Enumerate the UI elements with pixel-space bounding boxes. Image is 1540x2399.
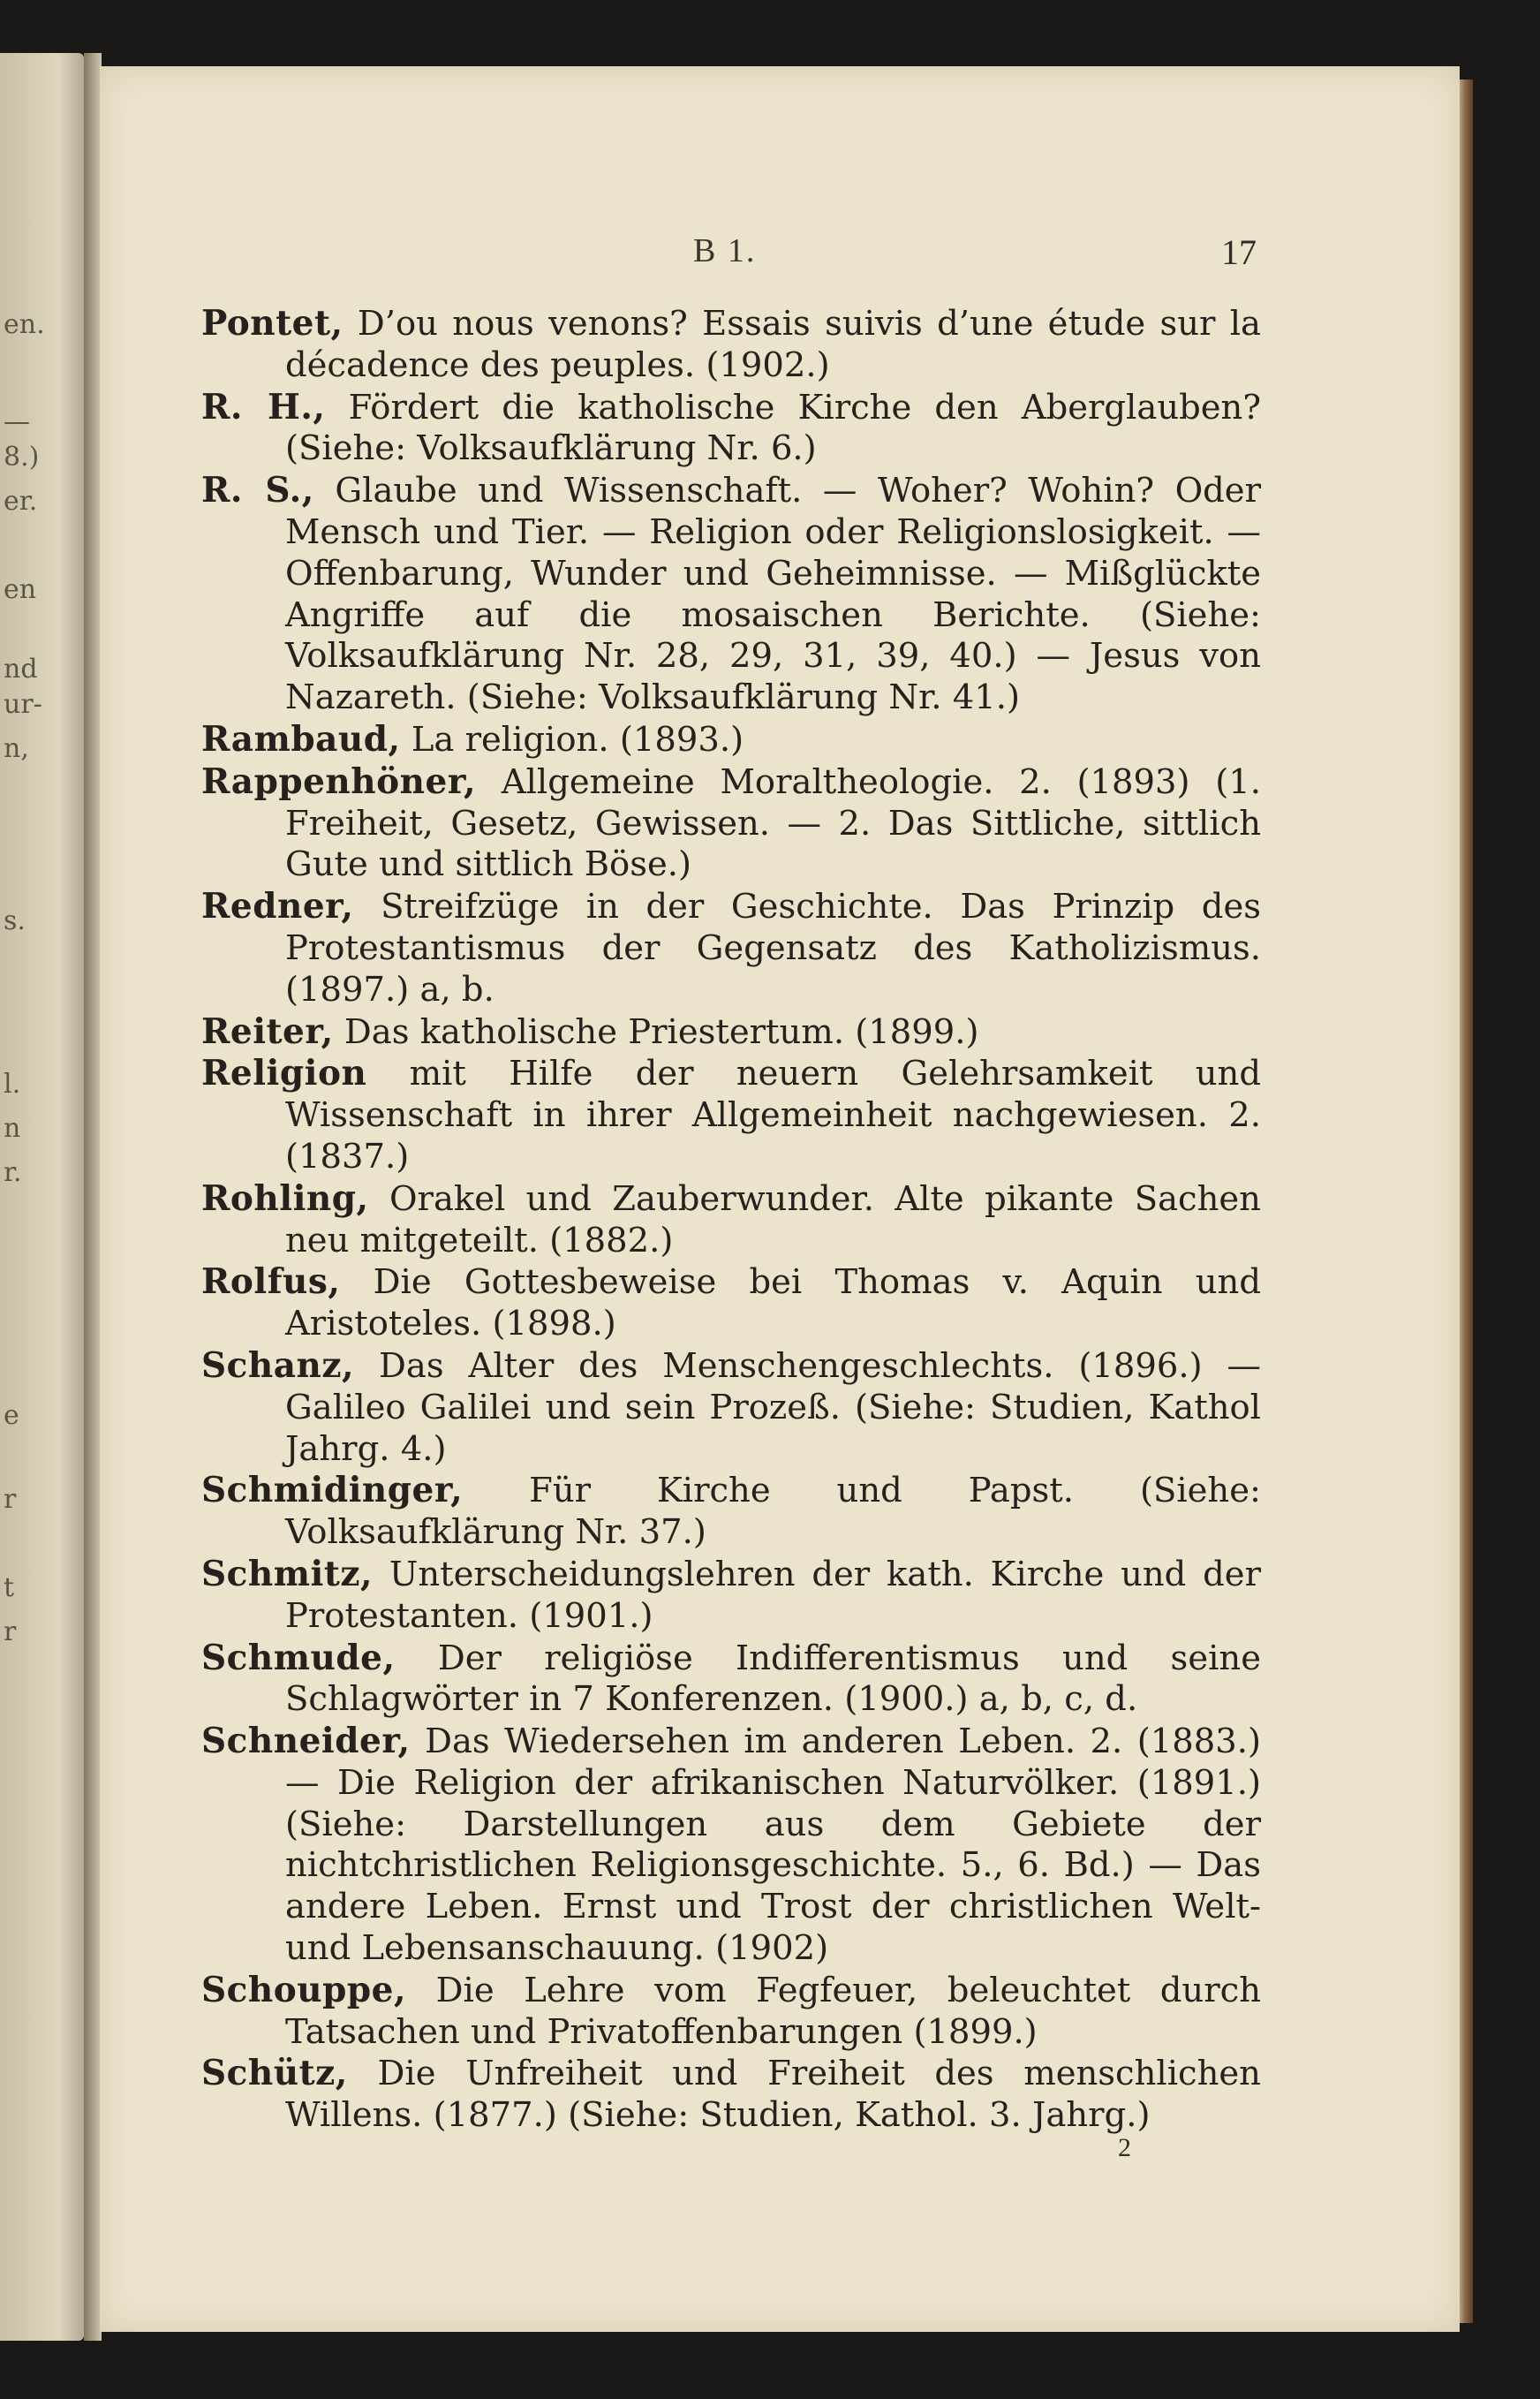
left-page-fragment: nd: [4, 654, 38, 685]
entry-text: Die Lehre vom Fegfeuer, beleuchtet durch Tatsachen und Privatoffenbarungen (1899.): [285, 1970, 1261, 2052]
entry-text: Fördert die katholische Kirche den Aberglauben? (Siehe: Volksaufklärung Nr. 6.): [285, 387, 1261, 469]
book-gutter: [84, 53, 102, 2341]
left-page-fragment: er.: [4, 486, 38, 517]
entry-text: Das Wiedersehen im anderen Leben. 2. (1883.) — Die Religion der afrikanischen Naturvölker. (1891.) (Siehe: Darstellungen aus dem Gebiete der nichtchristlichen Religionsgeschichte. 5., 6. Bd.) — Das andere Leben. Ernst und Trost der christlichen Welt- und Lebensanschauung. (1902): [285, 1722, 1261, 1969]
entry-name: Reiter,: [201, 1010, 334, 1052]
entry-text: Für Kirche und Papst. (Siehe: Volksaufklärung Nr. 37.): [285, 1471, 1261, 1553]
entry-text: Allgemeine Moraltheologie. 2. (1893) (1. Freiheit, Gesetz, Gewissen. — 2. Das Sittliche, sittlich Gute und sittlich Böse.): [285, 761, 1261, 885]
entry-text: D’ou nous venons? Essais suivis d’une étude sur la décadence des peuples. (1902.): [285, 304, 1261, 385]
page-number: 17: [1221, 232, 1257, 272]
left-page-fragment: r: [4, 1616, 17, 1647]
entry-text: Die Unfreiheit und Freiheit des menschlichen Willens. (1877.) (Siehe: Studien, Kathol. 3. Jahrg.): [285, 2054, 1261, 2136]
left-page-fragment: r: [4, 1484, 17, 1515]
entry-text: Das Alter des Menschengeschlechts. (1896.) — Galileo Galilei und sein Prozeß. (Siehe: Studien, Kathol Jahrg. 4.): [285, 1345, 1261, 1469]
bibliography-entry: [201, 1178, 1261, 1262]
bibliography-entry: [201, 1345, 1261, 1470]
bibliography-entry: [201, 761, 1261, 886]
bibliography-entry: [201, 1053, 1261, 1177]
entry-text: Die Gottesbeweise bei Thomas v. Aquin und Aristoteles. (1898.): [285, 1262, 1261, 1344]
entry-text: Orakel und Zauberwunder. Alte pikante Sachen neu mitgeteilt. (1882.): [285, 1178, 1261, 1260]
bibliography-entry: [201, 470, 1261, 719]
bibliography-entry: [201, 1721, 1261, 1970]
left-page-fragment: en: [4, 574, 37, 605]
signature-mark: B 1.: [693, 232, 757, 269]
left-page-fragment: ur-: [4, 689, 42, 720]
entry-name: Rambaud,: [201, 718, 401, 760]
left-page-fragment: s.: [4, 905, 26, 936]
entry-name: R. S.,: [201, 470, 314, 511]
entry-name: Schouppe,: [201, 1969, 407, 2010]
entry-name: Rolfus,: [201, 1261, 341, 1303]
bibliography-entry: [201, 1470, 1261, 1554]
entry-text: Streifzüge in der Geschichte. Das Prinzip des Protestantismus der Gegensatz des Katholizismus. (1897.) a, b.: [285, 887, 1261, 1010]
entry-name: Rohling,: [201, 1177, 369, 1219]
entry-name: Rappenhöner,: [201, 761, 477, 802]
bibliography-entry: [201, 1970, 1261, 2054]
bibliography-entry: [201, 1261, 1261, 1345]
left-page-fragment: n: [4, 1113, 21, 1144]
entry-name: R. H.,: [201, 386, 326, 428]
left-page-fragment: r.: [4, 1157, 22, 1188]
bibliography-list: [201, 303, 1261, 2137]
entry-name: Schmude,: [201, 1637, 396, 1678]
bibliography-entry: [201, 719, 1261, 761]
bibliography-entry: [201, 2053, 1261, 2137]
left-page-fragment: e: [4, 1400, 19, 1431]
bibliography-entry: [201, 303, 1261, 387]
left-page-fragment: en.: [4, 309, 45, 340]
left-page-edge: [0, 53, 84, 2341]
entry-name: Schanz,: [201, 1344, 355, 1386]
entry-text: Das katholische Priestertum. (1899.): [343, 1011, 979, 1052]
bibliography-entry: [201, 1554, 1261, 1638]
entry-text: La religion. (1893.): [411, 719, 744, 760]
left-page-fragment: n,: [4, 733, 29, 764]
entry-name: Schmidinger,: [201, 1470, 464, 1511]
entry-text: mit Hilfe der neuern Gelehrsamkeit und Wissenschaft in ihrer Allgemeinheit nachgewiesen. 2. (1837.): [285, 1054, 1261, 1177]
entry-name: Pontet,: [201, 303, 343, 344]
left-page-fragment: —: [4, 406, 30, 437]
left-page-fragment: 8.): [4, 442, 40, 473]
entry-name: Schneider,: [201, 1721, 411, 1762]
entry-text: Unterscheidungslehren der kath. Kirche und der Protestanten. (1901.): [285, 1554, 1261, 1636]
left-page-fragment: l.: [4, 1069, 21, 1100]
left-page-fragment: t: [4, 1572, 15, 1603]
footer-signature-mark: 2: [1118, 2133, 1131, 2162]
entry-name: Schütz,: [201, 2053, 348, 2094]
entry-name: Redner,: [201, 886, 354, 927]
bibliography-entry: [201, 1011, 1261, 1054]
entry-text: Der religiöse Indifferentismus und seine Schlagwörter in 7 Konferenzen. (1900.) a, b, c, d.: [285, 1638, 1261, 1720]
entry-name: Schmitz,: [201, 1553, 374, 1594]
bibliography-entry: [201, 1638, 1261, 1722]
bibliography-entry: [201, 387, 1261, 471]
entry-name: Religion: [201, 1053, 367, 1094]
entry-text: Glaube und Wissenschaft. — Woher? Wohin? Oder Mensch und Tier. — Religion oder Religionslosigkeit. — Offenbarung, Wunder und Geheimnisse. — Mißglückte Angriffe auf die mosaischen Berichte. (Siehe: Volksaufklärung Nr. 28, 29, 31, 39, 40.) — Jesus von Nazareth. (Siehe: Volksaufklärung Nr. 41.): [285, 471, 1261, 718]
bibliography-entry: [201, 886, 1261, 1010]
